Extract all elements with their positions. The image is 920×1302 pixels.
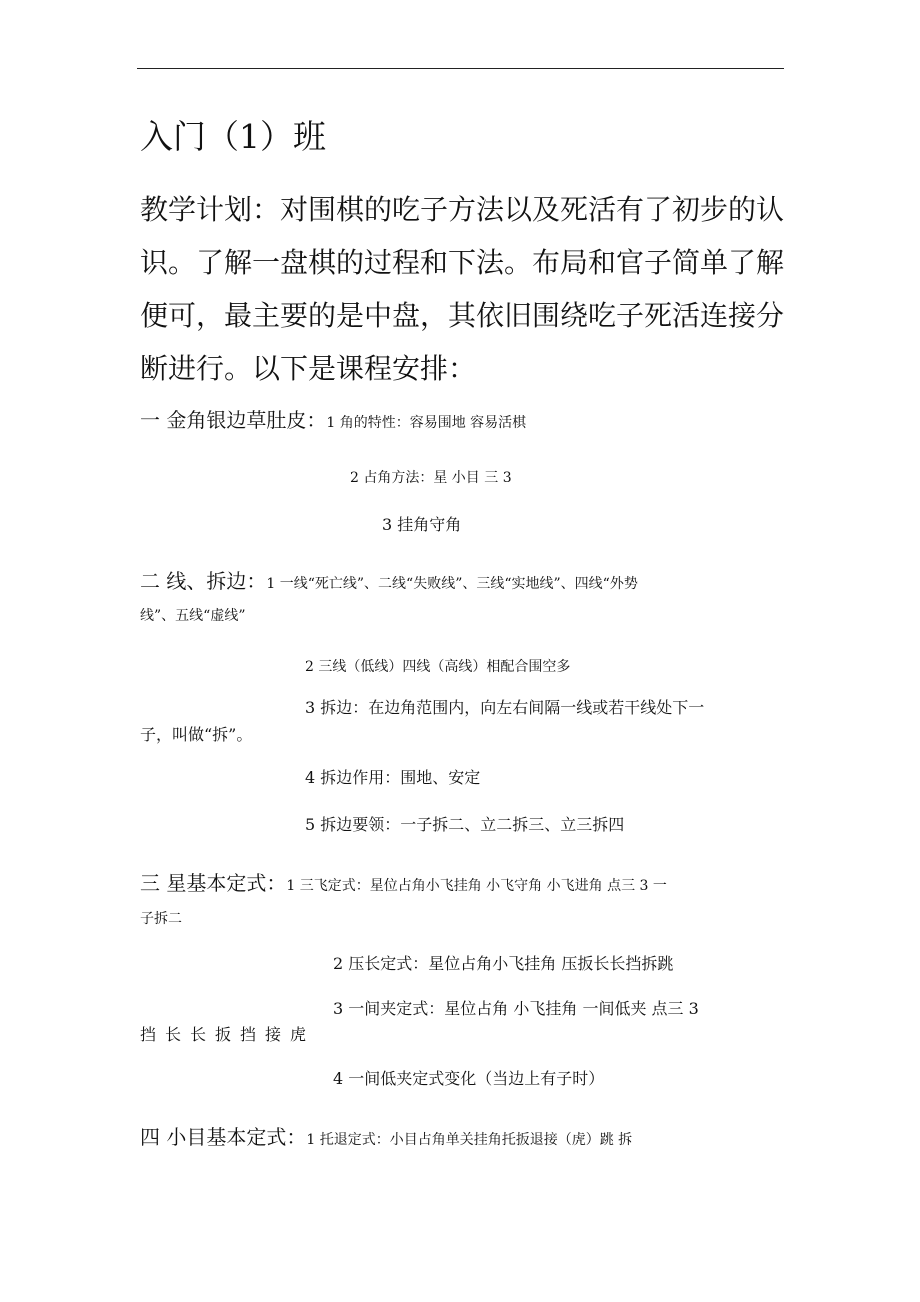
teaching-plan-paragraph: [140, 183, 790, 395]
section-item: 3 一间夹定式：星位占角 小飞挂角 一间低夹 点三 3: [333, 999, 699, 1018]
section-item: 子拆二: [140, 911, 182, 927]
section-item: 子，叫做“拆”。: [140, 725, 253, 744]
section-item: 3 挂角守角: [382, 515, 462, 534]
section-item: 挡长长扳挡接虎: [140, 1025, 316, 1044]
section-item: 线”、五线“虚线”: [140, 608, 246, 624]
section-heading: 二 线、拆边：: [140, 569, 267, 593]
page-title: 入门（1）班: [140, 117, 326, 156]
section-item: 5 拆边要领：一子拆二、立二拆三、立三拆四: [305, 815, 625, 834]
section-item: 4 拆边作用：围地、安定: [305, 768, 481, 787]
section-item: 3 拆边：在边角范围内，向左右间隔一线或若干线处下一: [305, 698, 705, 717]
section-item: 1 一线“死亡线”、二线“失败线”、三线“实地线”、四线“外势: [266, 576, 638, 592]
section-item: 1 托退定式：小目占角单关挂角托扳退接（虎）跳 拆: [306, 1132, 633, 1148]
section-item: 1 三飞定式：星位占角小飞挂角 小飞守角 小飞进角 点三 3 一: [286, 878, 667, 894]
intro-line: 断进行。以下是课程安排：: [140, 352, 477, 385]
top-rule: [137, 68, 784, 69]
section-4-line: [140, 1127, 632, 1150]
intro-line: 识。了解一盘棋的过程和下法。布局和官子简单了解: [140, 246, 785, 279]
section-item: 4 一间低夹定式变化（当边上有子时）: [333, 1069, 605, 1088]
section-item: 2 三线（低线）四线（高线）相配合围空多: [305, 659, 571, 675]
section-3-line: [140, 873, 667, 896]
section-item: 1 角的特性：容易围地 容易活棋: [326, 415, 527, 431]
section-heading: 三 星基本定式：: [140, 871, 287, 895]
intro-line: 便可，最主要的是中盘，其依旧围绕吃子死活连接分: [140, 299, 785, 332]
section-item: 2 占角方法：星 小目 三 3: [350, 470, 512, 486]
intro-line: 教学计划：对围棋的吃子方法以及死活有了初步的认: [140, 193, 785, 226]
section-2-line: [140, 571, 638, 594]
section-heading: 一 金角银边草肚皮：: [140, 408, 327, 432]
section-heading: 四 小目基本定式：: [140, 1125, 307, 1149]
section-1-line: [140, 410, 526, 433]
section-item: 2 压长定式：星位占角小飞挂角 压扳长长挡拆跳: [333, 954, 674, 973]
